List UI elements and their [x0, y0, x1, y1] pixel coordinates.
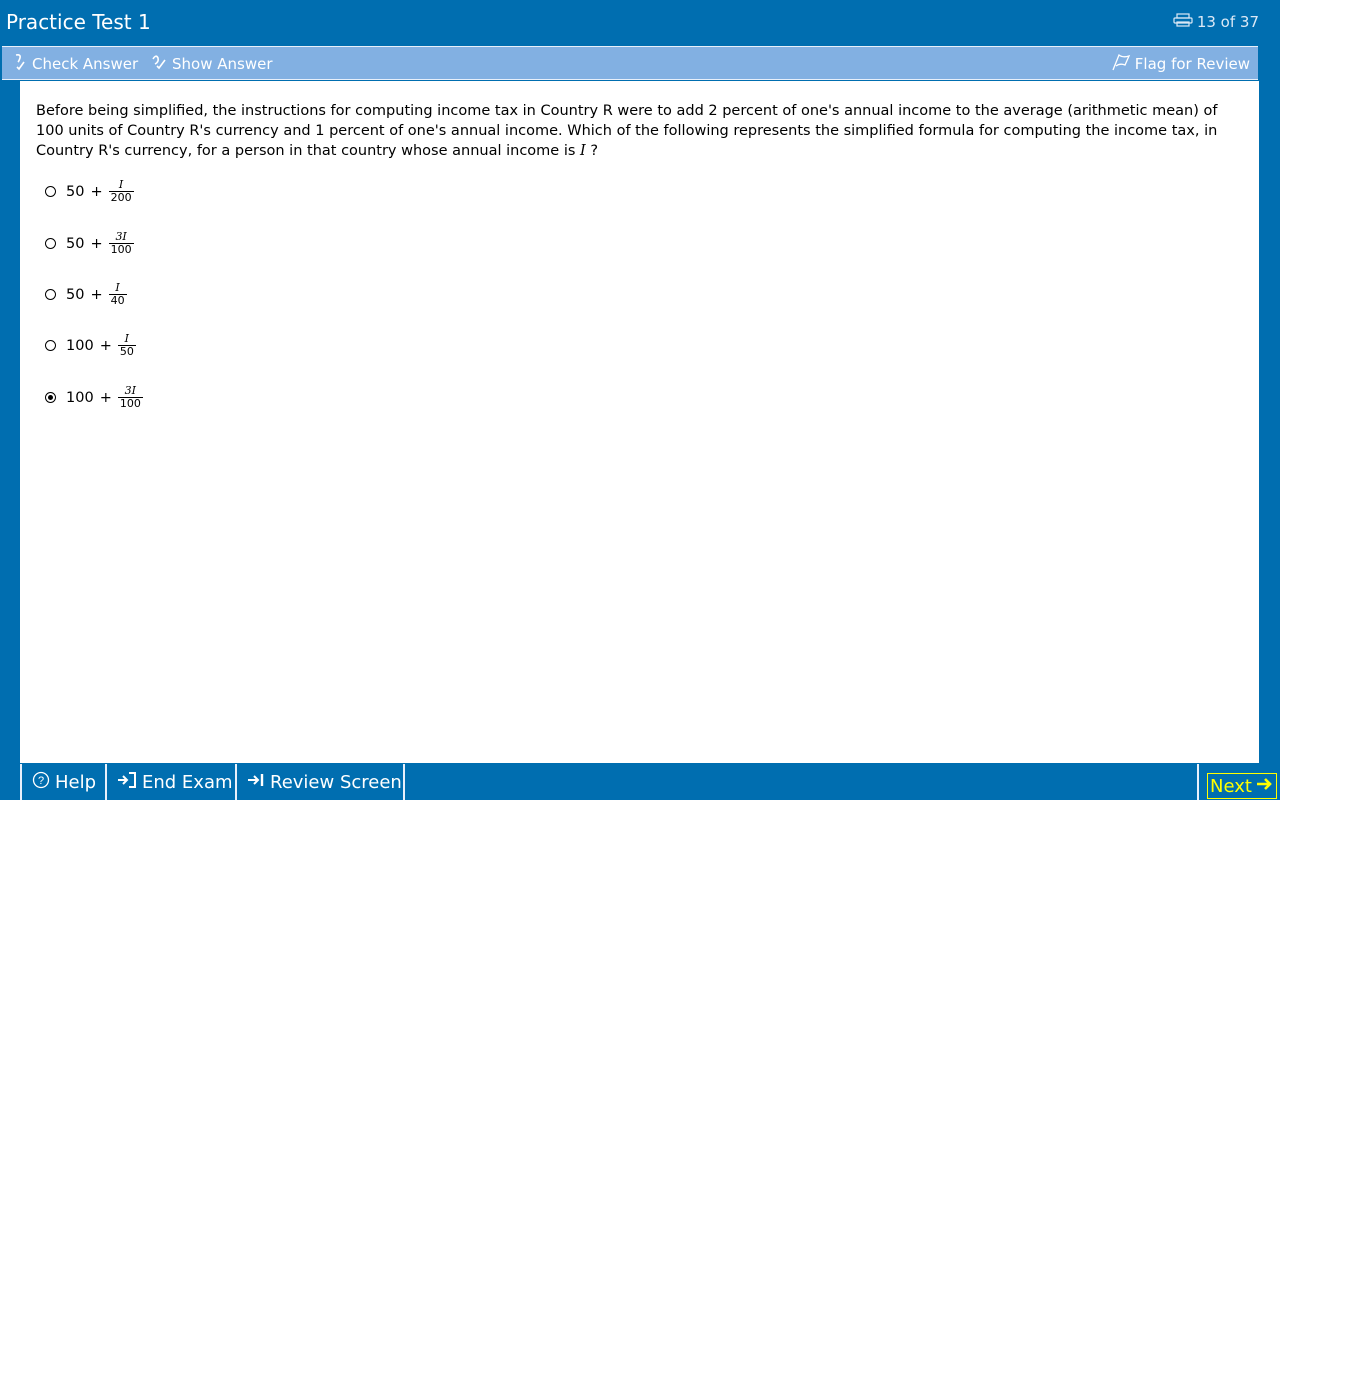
next-button[interactable] [1207, 773, 1277, 799]
print-icon [1173, 13, 1193, 31]
radio-button-d[interactable] [45, 340, 56, 351]
fraction-numerator: I [124, 332, 130, 345]
answer-choice-b[interactable] [45, 231, 134, 256]
choice-operator: + [90, 286, 103, 303]
choice-expression-e [66, 385, 143, 410]
choice-base: 50 [66, 286, 85, 303]
end-exam-button[interactable] [105, 764, 237, 800]
choice-base: 50 [66, 183, 85, 200]
choice-expression-a [66, 179, 134, 204]
next-label: Next [1210, 775, 1252, 797]
choice-fraction [109, 282, 127, 307]
choice-base: 100 [66, 337, 94, 354]
check-answer-button[interactable] [12, 53, 138, 75]
show-answer-label: Show Answer [172, 55, 273, 73]
check-answer-label: Check Answer [32, 55, 139, 73]
choice-base: 50 [66, 235, 85, 252]
review-screen-button[interactable] [235, 764, 405, 800]
answer-choice-e[interactable] [45, 385, 143, 410]
choice-fraction [118, 385, 143, 410]
next-button-area [1197, 764, 1280, 800]
check-answer-icon [12, 53, 28, 75]
help-label: Help [55, 771, 97, 793]
flag-for-review-label: Flag for Review [1134, 55, 1250, 73]
fraction-denominator: 100 [119, 397, 141, 410]
end-exam-label: End Exam [142, 771, 233, 793]
question-counter [1173, 13, 1259, 31]
title-bar [0, 0, 1280, 45]
review-screen-label: Review Screen [270, 771, 402, 793]
page-title: Practice Test 1 [6, 10, 151, 34]
fraction-denominator: 200 [110, 191, 132, 204]
choice-operator: + [90, 235, 103, 252]
help-button[interactable] [20, 764, 105, 800]
answer-choice-a[interactable] [45, 179, 134, 204]
next-arrow-icon [1256, 776, 1274, 797]
answer-choice-c[interactable] [45, 282, 127, 307]
fraction-numerator: 3I [115, 230, 127, 243]
question-variable: I [580, 143, 586, 159]
question-stem: Before being simplified, the instructions for computing income tax in Country R were to add 2 percent of one's annual income to the average (arithmetic mean) of 100 units of Country R's currency and 1 percent of one's annual income. Which of the following represents the simplified formula for computing the income tax, in Country R's currency, for a person in that country whose annual income is [36, 103, 1218, 159]
question-panel [20, 80, 1259, 763]
flag-icon [1111, 53, 1131, 75]
fraction-denominator: 100 [110, 243, 132, 256]
fraction-denominator: 40 [110, 294, 125, 307]
fraction-denominator: 50 [119, 345, 134, 358]
question-stem-end: ? [585, 143, 599, 159]
radio-button-a[interactable] [45, 186, 56, 197]
fraction-numerator: I [115, 281, 120, 294]
question-text [36, 101, 1236, 161]
radio-button-b[interactable] [45, 238, 56, 249]
choice-fraction [109, 231, 134, 256]
radio-button-e[interactable] [45, 392, 56, 403]
choice-operator: + [99, 389, 112, 406]
review-screen-icon [247, 771, 265, 794]
question-counter-text: 13 of 37 [1196, 13, 1259, 31]
fraction-numerator: I [118, 178, 124, 191]
fraction-numerator: 3I [124, 384, 137, 397]
end-exam-icon [117, 771, 137, 794]
show-answer-button[interactable] [150, 53, 273, 75]
radio-button-c[interactable] [45, 289, 56, 300]
bottom-bar [20, 764, 1280, 800]
choice-base: 100 [66, 389, 94, 406]
choice-operator: + [99, 337, 112, 354]
choice-operator: + [90, 183, 103, 200]
toolbar [2, 46, 1258, 80]
show-answer-icon [150, 53, 168, 75]
choice-fraction [109, 179, 134, 204]
answer-choice-d[interactable] [45, 333, 136, 358]
choice-expression-d [66, 333, 136, 358]
flag-for-review-button[interactable] [1111, 53, 1250, 75]
help-icon [32, 771, 50, 794]
left-border [0, 80, 20, 800]
choice-expression-c [66, 282, 127, 307]
choice-fraction [118, 333, 136, 358]
choice-expression-b [66, 231, 134, 256]
svg-text:?: ? [37, 774, 45, 787]
